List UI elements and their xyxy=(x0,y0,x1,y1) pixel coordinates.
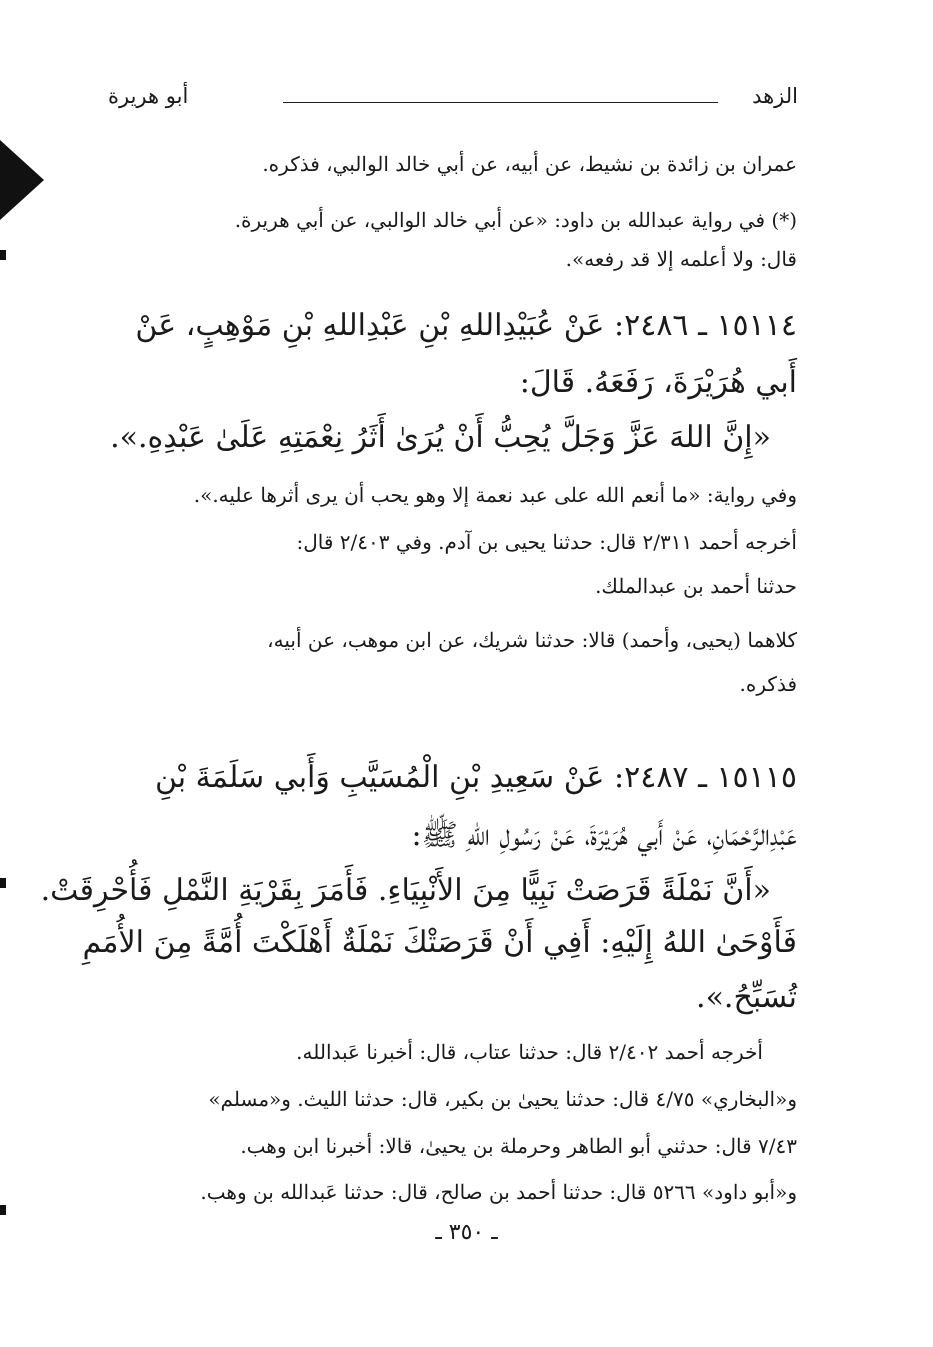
running-header xyxy=(108,84,798,124)
footnote-line: قال: ولا أعلمه إلا قد رفعه». xyxy=(565,247,797,271)
hadith-matn-line: فَأَوْحَىٰ اللهُ إِلَيْهِ: أَفِي أَنْ قَرَصَتْكَ نَمْلَةٌ أَهْلَكْتَ أُمَّةً مِنَ الأُمَمِ xyxy=(82,925,797,960)
hadith-matn-line: «إِنَّ اللهَ عَزَّ وَجَلَّ يُحِبُّ أَنْ يُرَىٰ أَثَرُ نِعْمَتِهِ عَلَىٰ عَبْدِهِ.». xyxy=(110,420,771,455)
hadith-heading: ١٥١١٥ ـ ٢٤٨٧: عَنْ سَعِيدِ بْنِ الْمُسَيَّبِ وَأَبي سَلَمَةَ بْنِ xyxy=(154,760,797,795)
takhrij-line: أخرجه أحمد ٢/٤٠٢ قال: حدثنا عتاب، قال: أخبرنا عَبدالله. xyxy=(296,1040,763,1064)
text-line: عمران بن زائدة بن نشيط، عن أبيه، عن أبي خالد الوالبي، فذكره. xyxy=(262,152,797,176)
scan-blot-mark xyxy=(0,140,44,220)
takhrij-line: ٧/٤٣ قال: حدثني أبو الطاهر وحرملة بن يحيىٰ، قالا: أخبرنا ابن وهب. xyxy=(240,1134,797,1158)
hadith-text-line: عَبْدِالرَّحْمَانِ، عَنْ أَبي هُرَيْرَةَ، عَنْ رَسُولِ اللهِ ﷺ: xyxy=(411,818,797,853)
takhrij-line: كلاهما (يحيى، وأحمد) قالا: حدثنا شريك، عن ابن موهب، عن أبيه، xyxy=(267,628,797,652)
scan-edge-mark xyxy=(0,878,6,888)
text-line: وفي رواية: «ما أنعم الله على عبد نعمة إلا وهو يحب أن يرى أثرها عليه.». xyxy=(193,483,797,507)
page-number: ـ ٣٥٠ ـ xyxy=(435,1220,498,1245)
hadith-text-line: أَبي هُرَيْرَةَ، رَفَعَهُ. قَالَ: xyxy=(519,365,797,400)
takhrij-line: فذكره. xyxy=(739,672,797,696)
hadith-matn-line: تُسَبِّحُ.». xyxy=(696,980,797,1015)
header-rule xyxy=(283,102,718,103)
footnote-line: (*) في رواية عبدالله بن داود: «عن أبي خالد الوالبي، عن أبي هريرة. xyxy=(234,208,797,232)
takhrij-line: و«أبو داود» ٥٢٦٦ قال: حدثنا أحمد بن صالح، قال: حدثنا عَبدالله بن وهب. xyxy=(200,1180,797,1204)
scan-edge-mark xyxy=(0,250,6,260)
scan-edge-mark xyxy=(0,1205,6,1215)
chapter-title: الزهد xyxy=(752,84,798,108)
takhrij-line: أخرجه أحمد ٢/٣١١ قال: حدثنا يحيى بن آدم. وفي ٢/٤٠٣ قال: xyxy=(296,530,797,554)
hadith-matn-line: «أَنَّ نَمْلَةً قَرَصَتْ نَبِيًّا مِنَ الأَنْبِيَاءِ. فَأَمَرَ بِقَرْيَةِ النَّمْلِ فَأُحْرِقَتْ. xyxy=(40,873,771,908)
narrator-title: أبو هريرة xyxy=(108,84,189,108)
takhrij-line: و«البخاري» ٤/٧٥ قال: حدثنا يحيىٰ بن بكير، قال: حدثنا الليث. و«مسلم» xyxy=(208,1087,797,1111)
hadith-heading: ١٥١١٤ ـ ٢٤٨٦: عَنْ عُبَيْدِاللهِ بْنِ عَبْدِاللهِ بْنِ مَوْهِبٍ، عَنْ xyxy=(135,308,797,343)
takhrij-line: حدثنا أحمد بن عبدالملك. xyxy=(595,574,797,598)
